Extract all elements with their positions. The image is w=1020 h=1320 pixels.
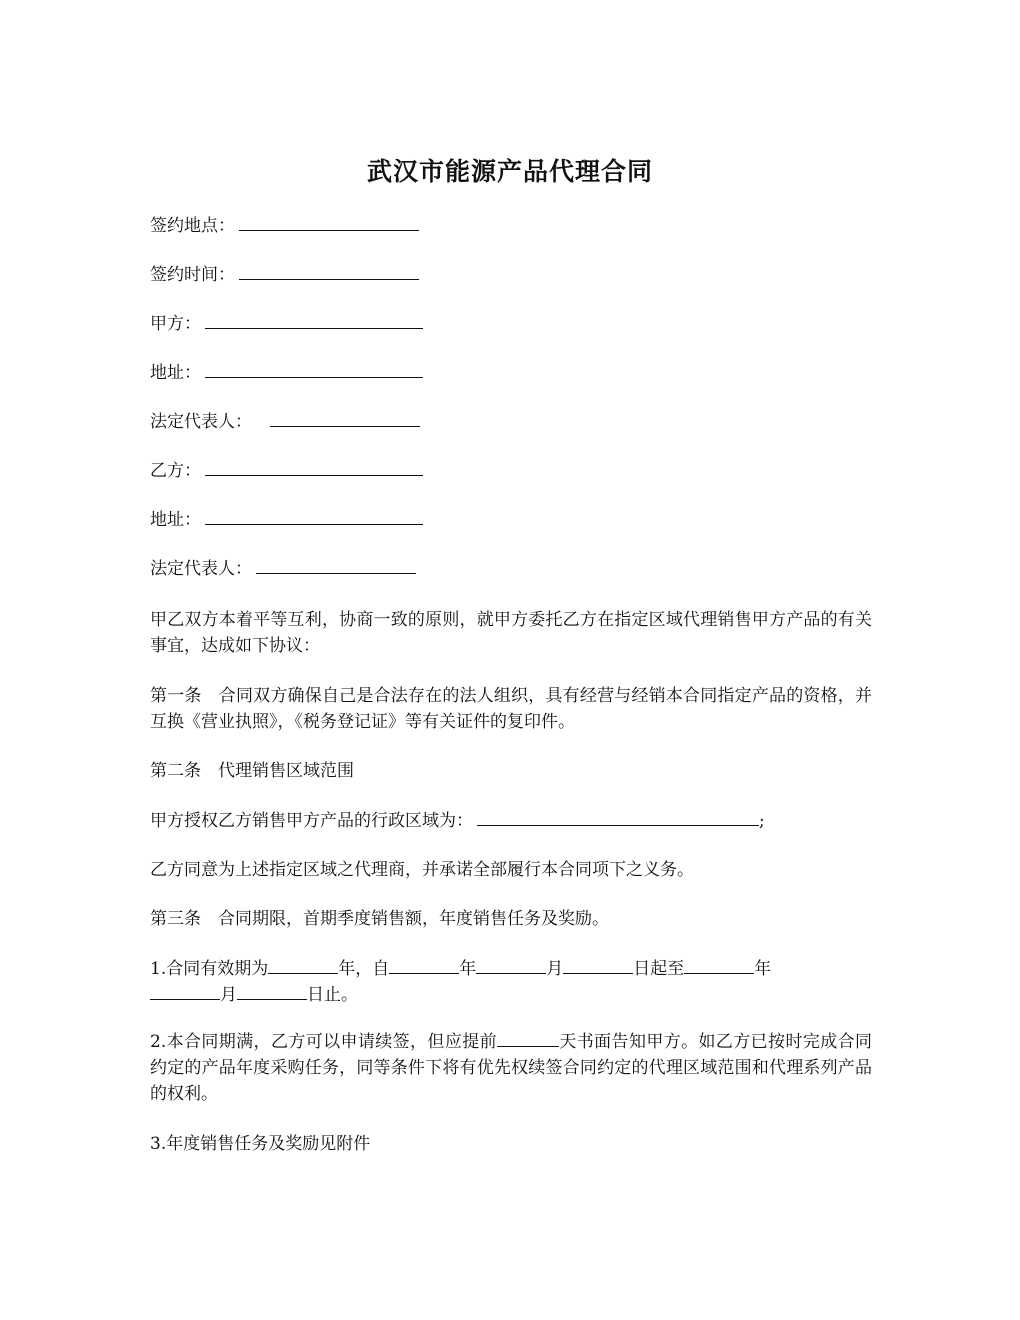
- legal-rep-a-label: 法定代表人：: [150, 412, 252, 432]
- article-1: 第一条 合同双方确保自己是合法存在的法人组织，具有经营与经销本合同指定产品的资格，并互换《营业执照》，《税务登记证》等有关证件的复印件。: [150, 686, 872, 732]
- sign-time-line: [150, 262, 419, 288]
- item-3: 3.年度销售任务及奖励见附件: [150, 1134, 371, 1154]
- article-2-heading: 第二条 代理销售区域范围: [150, 761, 354, 781]
- address-b-line: [150, 507, 423, 533]
- address-a-label: 地址：: [150, 363, 201, 383]
- address-b-blank[interactable]: [205, 507, 423, 525]
- sign-place-blank[interactable]: [239, 213, 419, 231]
- article-2-region-line: [150, 808, 765, 834]
- article-2-agreement: 乙方同意为上述指定区域之代理商，并承诺全部履行本合同项下之义务。: [150, 860, 694, 880]
- item-2-text-1: 2.本合同期满，乙方可以申请续签，但应提前: [150, 1032, 497, 1052]
- legal-rep-b-line: [150, 556, 416, 582]
- item-1-text-1: 1.合同有效期为: [150, 959, 269, 979]
- intro-paragraph: 甲乙双方本着平等互利，协商一致的原则，就甲方委托乙方在指定区域代理销售甲方产品的有关事宜，达成如下协议：: [150, 610, 872, 656]
- address-b-label: 地址：: [150, 510, 201, 530]
- item-1-line-2: [150, 982, 358, 1008]
- region-label: 甲方授权乙方销售甲方产品的行政区域为：: [150, 811, 473, 831]
- region-blank[interactable]: [477, 808, 759, 826]
- item-1-text-5: 日起至: [633, 959, 685, 979]
- end-month-blank[interactable]: [150, 982, 220, 1000]
- item-1-line-1: [150, 956, 771, 982]
- legal-rep-a-line: [150, 409, 420, 435]
- end-day-blank[interactable]: [237, 982, 307, 1000]
- end-year-blank[interactable]: [684, 956, 754, 974]
- party-b-blank[interactable]: [205, 458, 423, 476]
- item-2-text-2: 天书面告知甲方。如乙方已按时完成合同约定的产品年度采购任务，同等条件下将有优先权续签合同约定的代理区域范围和代理系列产品的权利。: [150, 1032, 872, 1104]
- item-1-text-4: 月: [546, 959, 564, 979]
- item-1-text-8: 日止。: [307, 985, 358, 1005]
- sign-place-label: 签约地点：: [150, 216, 235, 236]
- item-1-text-3: 年: [459, 959, 477, 979]
- party-a-line: [150, 311, 423, 337]
- region-suffix: ;: [759, 811, 765, 831]
- item-1-text-2: 年，自: [338, 959, 390, 979]
- sign-time-label: 签约时间：: [150, 265, 235, 285]
- party-b-line: [150, 458, 423, 484]
- item-1-text-6: 年: [754, 959, 772, 979]
- item-2: [150, 1029, 872, 1107]
- notice-days-blank[interactable]: [497, 1029, 559, 1047]
- legal-rep-b-blank[interactable]: [256, 556, 416, 574]
- start-day-blank[interactable]: [563, 956, 633, 974]
- start-month-blank[interactable]: [476, 956, 546, 974]
- legal-rep-b-label: 法定代表人：: [150, 559, 252, 579]
- party-a-label: 甲方：: [150, 314, 201, 334]
- item-1-text-7: 月: [220, 985, 237, 1005]
- sign-place-line: [150, 213, 419, 239]
- party-b-label: 乙方：: [150, 461, 201, 481]
- address-a-line: [150, 360, 423, 386]
- article-3-heading: 第三条 合同期限，首期季度销售额，年度销售任务及奖励。: [150, 909, 609, 929]
- sign-time-blank[interactable]: [239, 262, 419, 280]
- party-a-blank[interactable]: [205, 311, 423, 329]
- validity-years-blank[interactable]: [268, 956, 338, 974]
- document-title: 武汉市能源产品代理合同: [366, 157, 653, 186]
- legal-rep-a-blank[interactable]: [270, 409, 420, 427]
- address-a-blank[interactable]: [205, 360, 423, 378]
- start-year-blank[interactable]: [389, 956, 459, 974]
